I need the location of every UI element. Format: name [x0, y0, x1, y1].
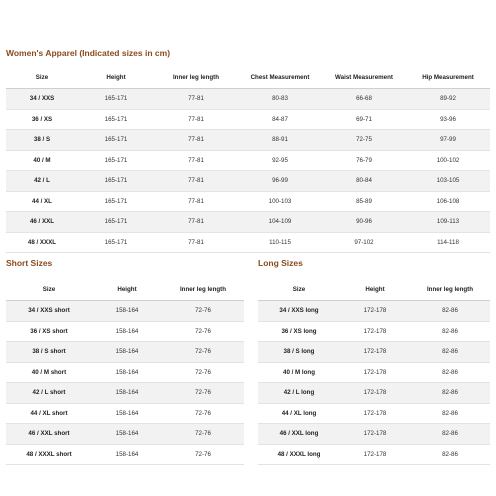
value-cell: 114-118 — [406, 232, 490, 253]
value-cell: 158-164 — [92, 403, 162, 424]
size-cell: 36 / XS long — [258, 321, 340, 342]
size-cell: 40 / M — [6, 150, 78, 171]
column-header: Size — [6, 67, 78, 89]
column-header: Chest Measurement — [238, 67, 322, 89]
value-cell: 77-81 — [154, 130, 238, 151]
value-cell: 76-79 — [322, 150, 406, 171]
table-row — [258, 424, 490, 445]
size-cell: 38 / S — [6, 130, 78, 151]
short-sizes-title: Short Sizes — [6, 258, 53, 268]
value-cell: 77-81 — [154, 150, 238, 171]
value-cell: 165-171 — [78, 191, 154, 212]
value-cell: 106-108 — [406, 191, 490, 212]
value-cell: 172-178 — [340, 321, 410, 342]
size-cell: 46 / XXL long — [258, 424, 340, 445]
long-sizes-title: Long Sizes — [258, 258, 303, 268]
size-cell: 34 / XXS short — [6, 301, 92, 322]
value-cell: 172-178 — [340, 403, 410, 424]
value-cell: 172-178 — [340, 362, 410, 383]
value-cell: 66-68 — [322, 89, 406, 110]
size-cell: 44 / XL — [6, 191, 78, 212]
column-header: Height — [92, 279, 162, 301]
value-cell: 72-76 — [162, 424, 244, 445]
table-row — [6, 403, 244, 424]
value-cell: 158-164 — [92, 342, 162, 363]
value-cell: 165-171 — [78, 171, 154, 192]
value-cell: 165-171 — [78, 130, 154, 151]
value-cell: 97-102 — [322, 232, 406, 253]
value-cell: 92-95 — [238, 150, 322, 171]
value-cell: 72-76 — [162, 444, 244, 465]
value-cell: 165-171 — [78, 109, 154, 130]
value-cell: 109-113 — [406, 212, 490, 233]
size-cell: 46 / XXL — [6, 212, 78, 233]
long-sizes-table — [258, 279, 490, 465]
womens-apparel-title: Women's Apparel (Indicated sizes in cm) — [6, 48, 171, 58]
table-row — [6, 191, 490, 212]
size-cell: 38 / S short — [6, 342, 92, 363]
table-row — [6, 89, 490, 110]
table-header-row — [6, 67, 490, 89]
table-row — [6, 212, 490, 233]
value-cell: 110-115 — [238, 232, 322, 253]
value-cell: 72-76 — [162, 342, 244, 363]
size-cell: 40 / M long — [258, 362, 340, 383]
table-row — [6, 109, 490, 130]
value-cell: 172-178 — [340, 444, 410, 465]
table-row — [258, 321, 490, 342]
table-row — [258, 383, 490, 404]
size-cell: 38 / S long — [258, 342, 340, 363]
table-row — [6, 130, 490, 151]
value-cell: 82-86 — [410, 342, 490, 363]
table-row — [258, 444, 490, 465]
value-cell: 82-86 — [410, 444, 490, 465]
value-cell: 103-105 — [406, 171, 490, 192]
column-header: Inner leg length — [162, 279, 244, 301]
table-row — [6, 444, 244, 465]
value-cell: 72-76 — [162, 362, 244, 383]
short-sizes-table — [6, 279, 244, 465]
size-cell: 42 / L short — [6, 383, 92, 404]
table-row — [6, 301, 244, 322]
value-cell: 82-86 — [410, 362, 490, 383]
value-cell: 72-76 — [162, 301, 244, 322]
value-cell: 165-171 — [78, 232, 154, 253]
column-header: Inner leg length — [410, 279, 490, 301]
table-header-row — [258, 279, 490, 301]
value-cell: 77-81 — [154, 232, 238, 253]
value-cell: 72-75 — [322, 130, 406, 151]
size-cell: 48 / XXXL — [6, 232, 78, 253]
column-header: Size — [6, 279, 92, 301]
size-cell: 46 / XXL short — [6, 424, 92, 445]
value-cell: 77-81 — [154, 109, 238, 130]
value-cell: 165-171 — [78, 212, 154, 233]
value-cell: 77-81 — [154, 191, 238, 212]
value-cell: 172-178 — [340, 424, 410, 445]
value-cell: 158-164 — [92, 321, 162, 342]
value-cell: 82-86 — [410, 383, 490, 404]
value-cell: 158-164 — [92, 424, 162, 445]
value-cell: 88-91 — [238, 130, 322, 151]
value-cell: 84-87 — [238, 109, 322, 130]
table-row — [258, 301, 490, 322]
table-row — [258, 362, 490, 383]
value-cell: 77-81 — [154, 89, 238, 110]
value-cell: 100-103 — [238, 191, 322, 212]
value-cell: 77-81 — [154, 171, 238, 192]
value-cell: 97-99 — [406, 130, 490, 151]
value-cell: 158-164 — [92, 301, 162, 322]
value-cell: 80-83 — [238, 89, 322, 110]
womens-apparel-table — [6, 67, 490, 253]
size-cell: 34 / XXS — [6, 89, 78, 110]
value-cell: 85-89 — [322, 191, 406, 212]
value-cell: 72-76 — [162, 321, 244, 342]
value-cell: 104-109 — [238, 212, 322, 233]
size-cell: 44 / XL short — [6, 403, 92, 424]
value-cell: 165-171 — [78, 150, 154, 171]
size-cell: 36 / XS — [6, 109, 78, 130]
table-row — [6, 362, 244, 383]
table-row — [6, 424, 244, 445]
value-cell: 172-178 — [340, 342, 410, 363]
table-row — [6, 383, 244, 404]
size-cell: 40 / M short — [6, 362, 92, 383]
value-cell: 82-86 — [410, 424, 490, 445]
size-cell: 42 / L — [6, 171, 78, 192]
value-cell: 90-96 — [322, 212, 406, 233]
table-row — [6, 342, 244, 363]
table-row — [258, 342, 490, 363]
size-cell: 48 / XXXL long — [258, 444, 340, 465]
value-cell: 72-76 — [162, 403, 244, 424]
table-row — [6, 232, 490, 253]
value-cell: 69-71 — [322, 109, 406, 130]
value-cell: 158-164 — [92, 444, 162, 465]
value-cell: 82-86 — [410, 321, 490, 342]
value-cell: 82-86 — [410, 301, 490, 322]
table-row — [6, 321, 244, 342]
value-cell: 80-84 — [322, 171, 406, 192]
size-cell: 42 / L long — [258, 383, 340, 404]
value-cell: 158-164 — [92, 383, 162, 404]
table-header-row — [6, 279, 244, 301]
value-cell: 158-164 — [92, 362, 162, 383]
column-header: Waist Measurement — [322, 67, 406, 89]
size-cell: 48 / XXXL short — [6, 444, 92, 465]
column-header: Inner leg length — [154, 67, 238, 89]
value-cell: 89-92 — [406, 89, 490, 110]
size-cell: 34 / XXS long — [258, 301, 340, 322]
column-header: Height — [78, 67, 154, 89]
value-cell: 172-178 — [340, 383, 410, 404]
column-header: Hip Measurement — [406, 67, 490, 89]
table-row — [258, 403, 490, 424]
value-cell: 100-102 — [406, 150, 490, 171]
value-cell: 96-99 — [238, 171, 322, 192]
value-cell: 93-96 — [406, 109, 490, 130]
size-cell: 36 / XS short — [6, 321, 92, 342]
value-cell: 72-76 — [162, 383, 244, 404]
value-cell: 172-178 — [340, 301, 410, 322]
table-row — [6, 171, 490, 192]
value-cell: 77-81 — [154, 212, 238, 233]
size-cell: 44 / XL long — [258, 403, 340, 424]
column-header: Size — [258, 279, 340, 301]
value-cell: 82-86 — [410, 403, 490, 424]
column-header: Height — [340, 279, 410, 301]
table-row — [6, 150, 490, 171]
value-cell: 165-171 — [78, 89, 154, 110]
